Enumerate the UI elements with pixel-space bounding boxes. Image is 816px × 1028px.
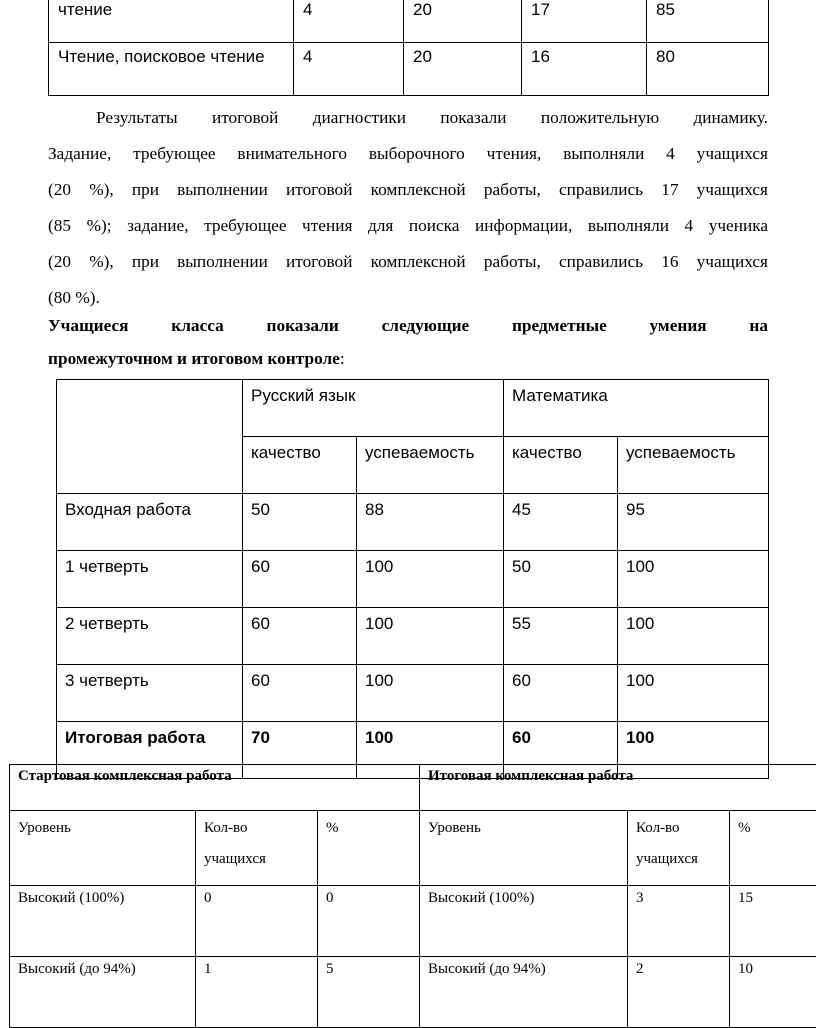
paragraph-line: (20 %), при выполнении итоговой комплексной работы, справились 16 учащихся: [48, 244, 768, 280]
table-cell: 100: [618, 551, 769, 608]
column-header: Уровень: [420, 811, 628, 886]
table-cell: Высокий (100%): [420, 886, 628, 957]
heading-text: промежуточном и итоговом контроле: [48, 349, 340, 368]
table-row: [10, 811, 816, 886]
table-cell: 50: [504, 551, 618, 608]
paragraph-line: Результаты итоговой диагностики показали положительную динамику.: [48, 100, 768, 136]
count-label: Кол-во: [636, 820, 680, 836]
table-cell: 100: [618, 608, 769, 665]
count-label: Кол-во: [204, 820, 248, 836]
table-cell: 55: [504, 608, 618, 665]
table-cell: 70: [243, 722, 357, 779]
column-header: Уровень: [10, 811, 196, 886]
table-row: [57, 665, 769, 722]
table-cell: 4: [294, 0, 404, 43]
table-cell: 100: [357, 665, 504, 722]
results-paragraph: [48, 100, 768, 316]
column-header: [196, 811, 318, 886]
table-cell: 100: [357, 608, 504, 665]
table-row: [49, 0, 769, 43]
row-label: 3 четверть: [57, 665, 243, 722]
column-header: качество: [504, 437, 618, 494]
table-cell: 10: [730, 957, 816, 1028]
table-cell: 100: [618, 665, 769, 722]
table-cell: 17: [522, 0, 647, 43]
column-header: %: [318, 811, 420, 886]
table-cell: 60: [504, 665, 618, 722]
row-label: 1 четверть: [57, 551, 243, 608]
table-cell: 85: [647, 0, 769, 43]
table-row: [57, 494, 769, 551]
table-cell: 3: [628, 886, 730, 957]
complex-work-table: [9, 764, 816, 1028]
table-cell: 60: [504, 722, 618, 779]
table-cell: 60: [243, 608, 357, 665]
heading-line: [48, 342, 768, 375]
section-heading: [48, 309, 768, 375]
table-cell: 2: [628, 957, 730, 1028]
table-row: [49, 43, 769, 96]
column-header: качество: [243, 437, 357, 494]
count-label: учащихся: [636, 851, 698, 867]
paragraph-line: (20 %), при выполнении итоговой комплексной работы, справились 17 учащихся: [48, 172, 768, 208]
table-cell: 100: [357, 722, 504, 779]
table-cell: чтение: [49, 0, 294, 43]
paragraph-line: (85 %); задание, требующее чтения для поиска информации, выполняли 4 ученика: [48, 208, 768, 244]
table-cell: 100: [357, 551, 504, 608]
table-cell: Высокий (до 94%): [10, 957, 196, 1028]
subject-skills-table: [56, 379, 769, 779]
table-cell: Высокий (100%): [10, 886, 196, 957]
column-header: успеваемость: [618, 437, 769, 494]
table-cell: 100: [618, 722, 769, 779]
column-header: [628, 811, 730, 886]
table-cell: 16: [522, 43, 647, 96]
table-row: [10, 765, 816, 811]
paragraph-line: (80 %).: [48, 280, 768, 316]
table-row: [10, 886, 816, 957]
table-cell: 88: [357, 494, 504, 551]
heading-line: Учащиеся класса показали следующие предметные умения на: [48, 309, 768, 342]
subject-header: Русский язык: [243, 380, 504, 437]
paragraph-line: Задание, требующее внимательного выборочного чтения, выполняли 4 учащихся: [48, 136, 768, 172]
start-work-title: Стартовая комплексная работа: [10, 765, 420, 811]
table-cell: 4: [294, 43, 404, 96]
subject-header: Математика: [504, 380, 769, 437]
table-cell: 60: [243, 551, 357, 608]
table-cell: 0: [196, 886, 318, 957]
table-cell: 5: [318, 957, 420, 1028]
table-cell: 0: [318, 886, 420, 957]
reading-results-table: [48, 0, 769, 96]
table-cell-empty: [57, 380, 243, 494]
table-cell: 20: [404, 0, 522, 43]
column-header: успеваемость: [357, 437, 504, 494]
table-cell: 80: [647, 43, 769, 96]
table-row: [57, 551, 769, 608]
row-label: 2 четверть: [57, 608, 243, 665]
table-cell: 95: [618, 494, 769, 551]
count-label: учащихся: [204, 851, 266, 867]
row-label: Входная работа: [57, 494, 243, 551]
table-cell: Чтение, поисковое чтение: [49, 43, 294, 96]
table-cell: 15: [730, 886, 816, 957]
table-cell: 1: [196, 957, 318, 1028]
table-row: [57, 608, 769, 665]
heading-colon: :: [340, 349, 345, 368]
table-cell: 20: [404, 43, 522, 96]
table-cell: 45: [504, 494, 618, 551]
table-cell: Высокий (до 94%): [420, 957, 628, 1028]
column-header: %: [730, 811, 816, 886]
row-label: Итоговая работа: [57, 722, 243, 779]
final-work-title: Итоговая комплексная работа: [420, 765, 816, 811]
table-cell: 60: [243, 665, 357, 722]
table-row: [57, 380, 769, 437]
table-cell: 50: [243, 494, 357, 551]
